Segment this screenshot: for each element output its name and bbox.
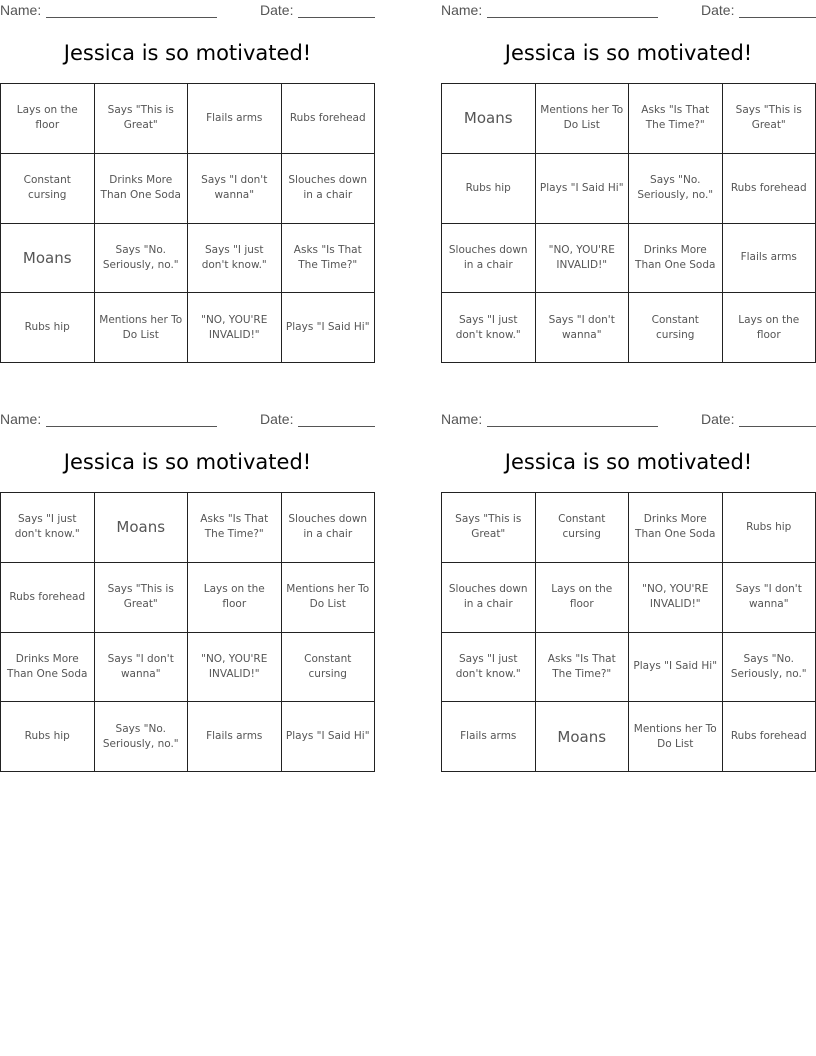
bingo-cell: Drinks More Than One Soda <box>1 633 95 703</box>
bingo-cell: Rubs hip <box>442 154 536 224</box>
date-blank-line <box>739 17 816 18</box>
bingo-cell: Constant cursing <box>536 493 630 563</box>
name-blank-line <box>46 426 217 427</box>
name-blank-line <box>487 17 658 18</box>
name-label: Name: <box>0 411 42 427</box>
bingo-card-1 <box>0 0 375 341</box>
bingo-cell: Plays "I Said Hi" <box>282 702 376 772</box>
name-label: Name: <box>0 2 42 18</box>
bingo-cell: Says "I just don't know." <box>442 633 536 703</box>
bingo-cell: Flails arms <box>188 702 282 772</box>
date-blank-line <box>298 17 375 18</box>
bingo-grid <box>441 83 816 363</box>
bingo-cell: Drinks More Than One Soda <box>95 154 189 224</box>
name-date-header <box>0 411 375 429</box>
bingo-card-4 <box>441 409 816 750</box>
bingo-cell: Says "I just don't know." <box>442 293 536 363</box>
bingo-cell: Says "I don't wanna" <box>95 633 189 703</box>
bingo-cell: Constant cursing <box>629 293 723 363</box>
bingo-cell: Rubs forehead <box>723 702 816 772</box>
bingo-cell: Says "This is Great" <box>95 563 189 633</box>
bingo-cell: Mentions her To Do List <box>629 702 723 772</box>
bingo-cell: Slouches down in a chair <box>282 154 376 224</box>
bingo-cell: Says "No. Seriously, no." <box>723 633 816 703</box>
bingo-cell: Asks "Is That The Time?" <box>629 84 723 154</box>
bingo-cell: Constant cursing <box>282 633 376 703</box>
card-title: Jessica is so motivated! <box>504 450 753 474</box>
bingo-cell: Drinks More Than One Soda <box>629 493 723 563</box>
bingo-cell: Plays "I Said Hi" <box>629 633 723 703</box>
bingo-cell: Says "This is Great" <box>442 493 536 563</box>
name-blank-line <box>487 426 658 427</box>
bingo-cell: Slouches down in a chair <box>442 224 536 294</box>
bingo-cell: Says "This is Great" <box>723 84 816 154</box>
date-label: Date: <box>701 411 735 427</box>
bingo-cell: Constant cursing <box>1 154 95 224</box>
date-label: Date: <box>701 2 735 18</box>
date-label: Date: <box>260 2 294 18</box>
bingo-cell: Flails arms <box>188 84 282 154</box>
bingo-cell: Says "I don't wanna" <box>723 563 816 633</box>
bingo-cell: Moans <box>1 224 95 294</box>
bingo-cell: Says "I don't wanna" <box>536 293 630 363</box>
name-label: Name: <box>441 411 483 427</box>
date-blank-line <box>298 426 375 427</box>
bingo-cell: Moans <box>442 84 536 154</box>
bingo-cell: Rubs forehead <box>723 154 816 224</box>
bingo-cell: "NO, YOU'RE INVALID!" <box>536 224 630 294</box>
card-title: Jessica is so motivated! <box>504 41 753 65</box>
name-blank-line <box>46 17 217 18</box>
bingo-cell: Says "I just don't know." <box>1 493 95 563</box>
card-title: Jessica is so motivated! <box>63 41 312 65</box>
bingo-cell: Plays "I Said Hi" <box>282 293 376 363</box>
bingo-cell: Rubs forehead <box>282 84 376 154</box>
bingo-cell: Rubs hip <box>723 493 816 563</box>
bingo-cell: Lays on the floor <box>536 563 630 633</box>
bingo-grid <box>441 492 816 772</box>
bingo-cell: Mentions her To Do List <box>95 293 189 363</box>
bingo-cell: Rubs hip <box>1 702 95 772</box>
bingo-cell: Lays on the floor <box>723 293 816 363</box>
bingo-grid <box>0 83 375 363</box>
bingo-cell: Slouches down in a chair <box>442 563 536 633</box>
bingo-cell: Says "I don't wanna" <box>188 154 282 224</box>
bingo-cell: Flails arms <box>723 224 816 294</box>
bingo-cell: Asks "Is That The Time?" <box>188 493 282 563</box>
bingo-cell: Plays "I Said Hi" <box>536 154 630 224</box>
name-label: Name: <box>441 2 483 18</box>
bingo-cell: Asks "Is That The Time?" <box>536 633 630 703</box>
bingo-cell: Says "I just don't know." <box>188 224 282 294</box>
bingo-cell: Moans <box>536 702 630 772</box>
date-label: Date: <box>260 411 294 427</box>
bingo-cell: Says "No. Seriously, no." <box>95 224 189 294</box>
bingo-cell: "NO, YOU'RE INVALID!" <box>188 293 282 363</box>
bingo-cell: Asks "Is That The Time?" <box>282 224 376 294</box>
bingo-cell: Says "This is Great" <box>95 84 189 154</box>
bingo-cell: Lays on the floor <box>188 563 282 633</box>
bingo-grid <box>0 492 375 772</box>
bingo-cell: Drinks More Than One Soda <box>629 224 723 294</box>
bingo-cell: "NO, YOU'RE INVALID!" <box>629 563 723 633</box>
bingo-cell: Mentions her To Do List <box>536 84 630 154</box>
date-blank-line <box>739 426 816 427</box>
bingo-cell: Rubs hip <box>1 293 95 363</box>
bingo-cell: Moans <box>95 493 189 563</box>
name-date-header <box>441 2 816 20</box>
bingo-cell: "NO, YOU'RE INVALID!" <box>188 633 282 703</box>
bingo-cell: Mentions her To Do List <box>282 563 376 633</box>
bingo-cell: Rubs forehead <box>1 563 95 633</box>
bingo-cell: Says "No. Seriously, no." <box>629 154 723 224</box>
name-date-header <box>0 2 375 20</box>
bingo-cell: Lays on the floor <box>1 84 95 154</box>
card-title: Jessica is so motivated! <box>63 450 312 474</box>
bingo-cell: Says "No. Seriously, no." <box>95 702 189 772</box>
bingo-cell: Flails arms <box>442 702 536 772</box>
bingo-card-2 <box>441 0 816 341</box>
name-date-header <box>441 411 816 429</box>
bingo-card-3 <box>0 409 375 750</box>
bingo-cell: Slouches down in a chair <box>282 493 376 563</box>
